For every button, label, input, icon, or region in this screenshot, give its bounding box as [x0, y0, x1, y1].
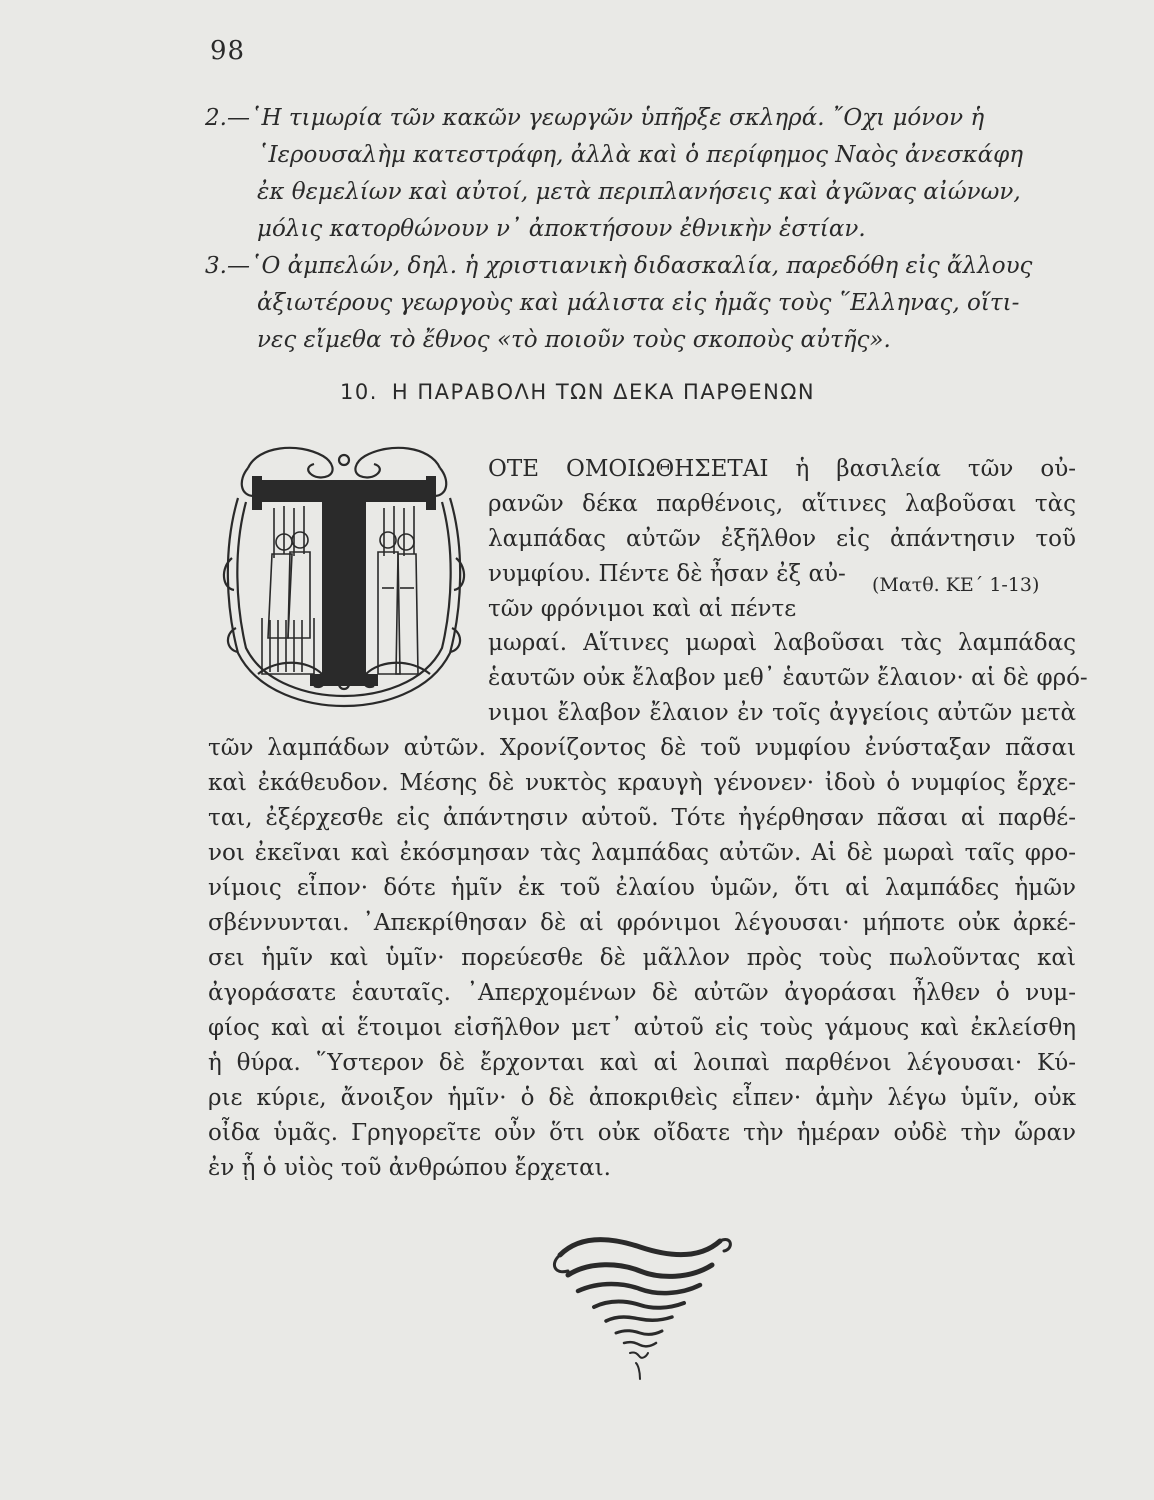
- text-line: σει ἡμῖν καὶ ὑμῖν· πορεύεσθε δὲ μᾶλλον πρὸς τοὺς πωλοῦντας καὶ: [208, 945, 1076, 971]
- note-line: μόλις κατορθώνουν ν᾽ ἀποκτήσουν ἐθνικὴν ἑστίαν.: [257, 216, 866, 242]
- text-line: τῶν λαμπάδων αὐτῶν. Χρονίζοντος δὲ τοῦ νυμφίου ἐνύσταξαν πᾶσαι: [208, 735, 1076, 761]
- section-number: 10.: [340, 380, 378, 404]
- text-line: ται, ἐξέρχεσθε εἰς ἀπάντησιν αὐτοῦ. Τότε ἠγέρθησαν πᾶσαι αἱ παρθέ-: [208, 805, 1076, 831]
- calligraphic-flourish-icon: [540, 1215, 740, 1385]
- page-number: 98: [210, 36, 246, 66]
- text-line: ΟΤΕ ΟΜΟΙΩΘΗΣΕΤΑΙ ἡ βασιλεία τῶν οὐ-: [488, 456, 1076, 482]
- text-line: ριε κύριε, ἄνοιξον ἡμῖν· ὁ δὲ ἀποκριθεὶς εἶπεν· ἀμὴν λέγω ὑμῖν, οὐκ: [208, 1085, 1076, 1111]
- text-line: ἑαυτῶν οὐκ ἔλαβον μεθ᾽ ἑαυτῶν ἔλαιον· αἱ δὲ φρό-: [488, 665, 1088, 691]
- section-title: Η ΠΑΡΑΒΟΛΗ ΤΩΝ ΔΕΚΑ ΠΑΡΘΕΝΩΝ: [391, 380, 816, 404]
- notes-section: [205, 100, 1075, 359]
- note-line: νες εἴμεθα τὸ ἔθνος «τὸ ποιοῦν τοὺς σκοποὺς αὐτῆς».: [257, 327, 891, 353]
- text-line: λαμπάδας αὐτῶν ἐξῆλθον εἰς ἀπάντησιν τοῦ: [488, 526, 1076, 552]
- text-line: τῶν φρόνιμοι καὶ αἱ πέντε: [488, 596, 797, 622]
- text-line: φίος καὶ αἱ ἕτοιμοι εἰσῆλθον μετ᾽ αὐτοῦ εἰς τοὺς γάμους καὶ ἐκλείσθη: [208, 1015, 1076, 1041]
- text-line: μωραί. Αἵτινες μωραὶ λαβοῦσαι τὰς λαμπάδας: [488, 630, 1076, 656]
- text-line: καὶ ἐκάθευδον. Μέσης δὲ νυκτὸς κραυγὴ γένονεν· ἰδοὺ ὁ νυμφίος ἔρχε-: [208, 770, 1076, 796]
- illuminated-initial-tau-icon: [218, 438, 470, 710]
- note-line: ἀξιωτέρους γεωργοὺς καὶ μάλιστα εἰς ἡμᾶς τοὺς ῞Ελληνας, οἵτι-: [257, 290, 1020, 316]
- note-3: [205, 248, 1075, 359]
- note-number: 3.—: [205, 253, 250, 279]
- text-line: οἶδα ὑμᾶς. Γρηγορεῖτε οὖν ὅτι οὐκ οἴδατε τὴν ἡμέραν οὐδὲ τὴν ὥραν: [208, 1120, 1076, 1146]
- section-heading: [340, 380, 960, 404]
- text-line: νοι ἐκεῖναι καὶ ἐκόσμησαν τὰς λαμπάδας αὐτῶν. Αἱ δὲ μωραὶ ταῖς φρο-: [208, 840, 1076, 866]
- note-first-line: ῾Ο ἀμπελών, δηλ. ἡ χριστιανικὴ διδασκαλία, παρεδόθη εἰς ἄλλους: [249, 253, 1033, 279]
- text-line: νυμφίου. Πέντε δὲ ἦσαν ἐξ αὐ-: [488, 561, 846, 587]
- note-line: ἐκ θεμελίων καὶ αὐτοί, μετὰ περιπλανήσεις καὶ ἀγῶνας αἰώνων,: [257, 179, 1021, 205]
- note-2: [205, 100, 1075, 248]
- text-line: ἀγοράσατε ἑαυταῖς. ᾿Απερχομένων δὲ αὐτῶν ἀγοράσαι ἦλθεν ὁ νυμ-: [208, 980, 1076, 1006]
- scripture-reference: (Ματθ. ΚΕ΄ 1-13): [872, 574, 1040, 596]
- note-first-line: ῾Η τιμωρία τῶν κακῶν γεωργῶν ὑπῆρξε σκληρά. ῎Οχι μόνον ἡ: [249, 105, 985, 131]
- text-line: σβέννυνται. ᾿Απεκρίθησαν δὲ αἱ φρόνιμοι λέγουσαι· μήποτε οὐκ ἀρκέ-: [208, 910, 1076, 936]
- text-line: νιμοι ἔλαβον ἔλαιον ἐν τοῖς ἀγγείοις αὐτῶν μετὰ: [488, 700, 1076, 726]
- note-line: ῾Ιερουσαλὴμ κατεστράφη, ἀλλὰ καὶ ὁ περίφημος Ναὸς ἀνεσκάφη: [257, 142, 1024, 168]
- text-line: ρανῶν δέκα παρθένοις, αἵτινες λαβοῦσαι τὰς: [488, 491, 1076, 517]
- note-number: 2.—: [205, 105, 250, 131]
- text-line: ἡ θύρα. ῞Υστερον δὲ ἔρχονται καὶ αἱ λοιπαὶ παρθένοι λέγουσαι· Κύ-: [208, 1050, 1076, 1076]
- text-line: ἐν ᾗ ὁ υἱὸς τοῦ ἀνθρώπου ἔρχεται.: [208, 1155, 611, 1181]
- text-line: νίμοις εἶπον· δότε ἡμῖν ἐκ τοῦ ἐλαίου ὑμῶν, ὅτι αἱ λαμπάδες ἡμῶν: [208, 875, 1076, 901]
